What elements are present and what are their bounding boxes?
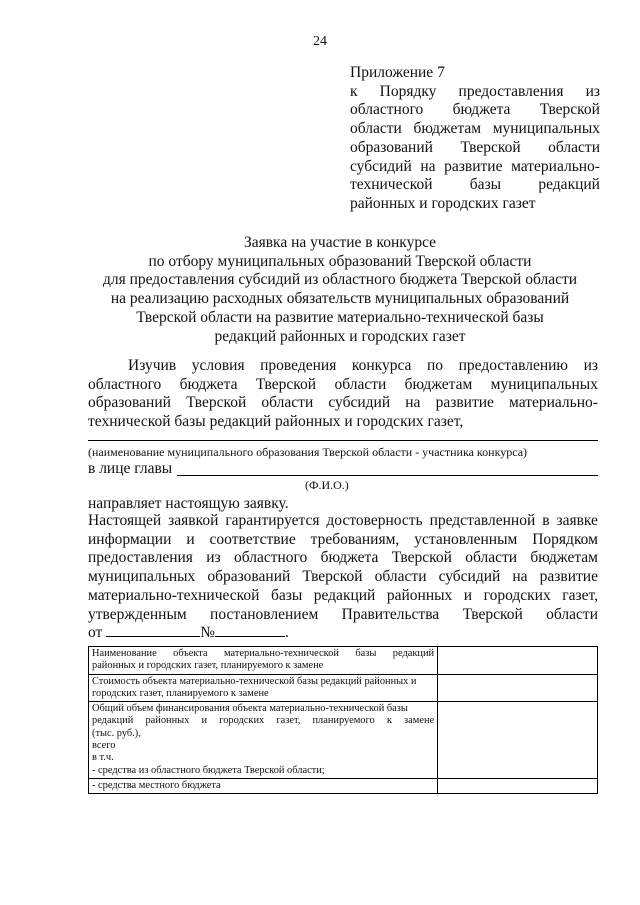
word: заявкой xyxy=(168,512,219,529)
municipality-caption: (наименование муниципального образования Тверской области - участника конкурса) xyxy=(88,445,528,459)
word: базы xyxy=(270,586,303,604)
word: Тверской xyxy=(186,394,247,412)
word: материально-технической xyxy=(224,648,339,659)
word: городских xyxy=(219,715,265,727)
cell-line: Стоимость объекта материально-технической базы редакций районных и xyxy=(92,675,417,687)
word: районных и городских газет xyxy=(350,194,536,212)
intro-paragraph xyxy=(88,357,598,432)
paragraph-line xyxy=(88,512,598,531)
word: муниципальных xyxy=(88,568,196,586)
page-number: 24 xyxy=(313,34,327,49)
cell-line: (тыс. руб.), xyxy=(92,727,141,739)
word: предоставлению xyxy=(458,357,568,374)
word: в xyxy=(542,512,550,529)
word: области xyxy=(261,394,314,412)
head-name-field[interactable] xyxy=(177,475,598,476)
paragraph-line xyxy=(88,357,598,376)
word: образований xyxy=(207,568,291,586)
word: проведения xyxy=(260,357,337,374)
table-row xyxy=(89,702,598,779)
word: Тверской xyxy=(539,101,600,119)
word: материально-технической xyxy=(88,586,260,604)
word: муниципальных xyxy=(490,375,598,393)
word: субсидий xyxy=(350,157,412,175)
word: области xyxy=(350,120,402,138)
resolution-date-field[interactable] xyxy=(106,624,200,637)
table-value-cell[interactable] xyxy=(438,778,598,793)
heading-line: Заявка на участие в конкурсе xyxy=(243,234,437,251)
word: бюджета xyxy=(320,549,379,567)
word: районных xyxy=(145,715,190,727)
word: установленным xyxy=(414,530,518,548)
word: Настоящей xyxy=(88,512,162,529)
paragraph-line xyxy=(88,549,598,568)
word: утвержденным xyxy=(88,605,187,623)
cell-line: - средства местного бюджета xyxy=(92,779,221,791)
application-heading xyxy=(60,234,620,346)
word: заявке xyxy=(556,512,598,529)
table-label-cell xyxy=(89,702,438,779)
word: Тверской xyxy=(302,568,363,586)
word: объекта xyxy=(173,648,208,659)
cell-line xyxy=(92,648,434,660)
cell-line: - средства из областного бюджета Тверской области; xyxy=(92,764,325,776)
word: бюджетам xyxy=(404,375,473,393)
word: Порядком xyxy=(532,530,598,548)
word: Тверской xyxy=(391,549,452,567)
heading-line: на реализацию расходных обязательств муниципальных образований xyxy=(110,290,570,308)
heading-line: для предоставления субсидий из областного бюджета Тверской области xyxy=(102,271,578,289)
word: бюджета xyxy=(452,101,511,119)
word: из xyxy=(585,82,600,100)
appendix-line xyxy=(350,120,600,139)
word: районных xyxy=(386,586,453,604)
heading-line: редакций районных и городских газет xyxy=(214,327,466,345)
word: бюджетам xyxy=(413,120,482,138)
guarantee-paragraph xyxy=(88,512,598,643)
table-row xyxy=(89,647,598,675)
word: муниципальных xyxy=(492,120,600,138)
table-value-cell[interactable] xyxy=(438,702,598,779)
word: области xyxy=(548,138,600,156)
word: областного xyxy=(350,101,424,119)
appendix-title: Приложение 7 xyxy=(350,64,445,81)
paragraph-line xyxy=(88,531,598,550)
word: бюджетам xyxy=(530,549,598,567)
word: областного xyxy=(233,549,308,567)
appendix-line xyxy=(350,176,600,195)
word: условия xyxy=(191,357,245,374)
paragraph-line xyxy=(88,587,598,606)
word: достоверность xyxy=(326,512,423,529)
appendix-block xyxy=(350,64,600,214)
word: гарантируется xyxy=(225,512,320,529)
cell-line: всего xyxy=(92,740,116,752)
table-row xyxy=(89,778,598,793)
cell-line xyxy=(92,715,434,727)
word: предоставления xyxy=(88,549,193,567)
sends-text: направляет настоящую заявку. xyxy=(88,495,289,512)
word: газет, xyxy=(276,715,301,727)
paragraph-line xyxy=(88,413,598,432)
table-value-cell[interactable] xyxy=(438,647,598,675)
word: и xyxy=(201,715,208,727)
word: редакций xyxy=(538,176,600,194)
word: и xyxy=(186,530,195,548)
cell-line: районных и городских газет, планируемого к замене xyxy=(92,660,324,672)
word: к xyxy=(386,715,392,727)
word: области xyxy=(546,605,598,623)
word: Тверской xyxy=(255,375,317,393)
word: по xyxy=(427,357,444,374)
end-mark: . xyxy=(285,624,289,642)
word: областного xyxy=(88,375,162,393)
table-label-cell xyxy=(89,647,438,675)
word: области xyxy=(465,549,518,567)
word: технической xyxy=(350,176,433,194)
cell-line: городских газет, планируемого к замене xyxy=(92,687,269,699)
appendix-line xyxy=(350,101,600,120)
paragraph-line xyxy=(88,568,598,587)
word: планируемого xyxy=(312,715,375,727)
word: образований xyxy=(88,394,171,412)
heading-line: Тверской области на развитие материально-технической базы xyxy=(136,308,544,326)
word: субсидий xyxy=(328,394,391,412)
table-label-cell xyxy=(89,778,438,793)
application-table xyxy=(88,646,598,794)
word: конкурса xyxy=(351,357,412,374)
word: субсидий xyxy=(438,568,501,586)
word: постановлением xyxy=(210,605,319,623)
word: информации xyxy=(88,530,172,548)
word: соответствие xyxy=(209,530,296,548)
word: развитие xyxy=(444,157,503,175)
paragraph-line xyxy=(88,394,598,413)
word: замене xyxy=(404,715,435,727)
date-number-line xyxy=(88,624,598,643)
word: из xyxy=(583,357,598,374)
word: материально- xyxy=(509,394,598,412)
word: на xyxy=(405,394,421,412)
word: редакций xyxy=(392,648,435,659)
word: области xyxy=(374,568,427,586)
word: городских xyxy=(483,586,551,604)
word: базы xyxy=(469,176,502,194)
word: редакций xyxy=(313,586,376,604)
appendix-line xyxy=(350,139,600,158)
word: и xyxy=(463,586,473,604)
word: Тверской xyxy=(460,138,521,156)
paragraph-line xyxy=(88,606,598,625)
municipality-name-field[interactable] xyxy=(88,440,598,441)
word: предоставления xyxy=(458,82,564,100)
appendix-line xyxy=(350,195,600,214)
word: представленной xyxy=(429,512,536,529)
word: области xyxy=(334,375,387,393)
cell-line: в т.ч. xyxy=(92,752,114,764)
word: Правительства xyxy=(341,605,440,623)
word: развитие xyxy=(435,394,494,412)
word: газет, xyxy=(562,586,598,604)
appendix-line xyxy=(350,158,600,177)
word: развитие xyxy=(539,568,598,586)
resolution-number-field[interactable] xyxy=(215,624,285,637)
word: Изучив xyxy=(128,357,177,374)
word: требованиям, xyxy=(310,530,400,548)
heading-line: по отбору муниципальных образований Тверской области xyxy=(148,252,532,270)
cell-line: Общий объем финансирования объекта материально-технической базы xyxy=(92,703,408,715)
word: редакций xyxy=(92,715,134,727)
word: на xyxy=(420,157,436,175)
word: на xyxy=(512,568,528,586)
appendix-line xyxy=(350,83,600,102)
word: технической базы редакций районных и городских газет, xyxy=(88,413,464,431)
paragraph-line xyxy=(88,376,598,395)
word: Тверской xyxy=(462,605,523,623)
date-prefix: от xyxy=(88,624,103,642)
word: материально- xyxy=(511,157,600,175)
word: Порядку xyxy=(379,82,437,100)
word: Наименование xyxy=(92,648,157,659)
word: к xyxy=(350,82,358,100)
table-row xyxy=(89,674,598,702)
word: бюджета xyxy=(179,375,238,393)
head-label: в лице главы xyxy=(88,460,173,477)
table-value-cell[interactable] xyxy=(438,674,598,702)
word: образований xyxy=(350,138,433,156)
number-sign: № xyxy=(200,624,215,642)
word: из xyxy=(206,549,221,567)
table-label-cell xyxy=(89,674,438,702)
fio-caption: (Ф.И.О.) xyxy=(305,478,349,492)
word: базы xyxy=(355,648,377,659)
